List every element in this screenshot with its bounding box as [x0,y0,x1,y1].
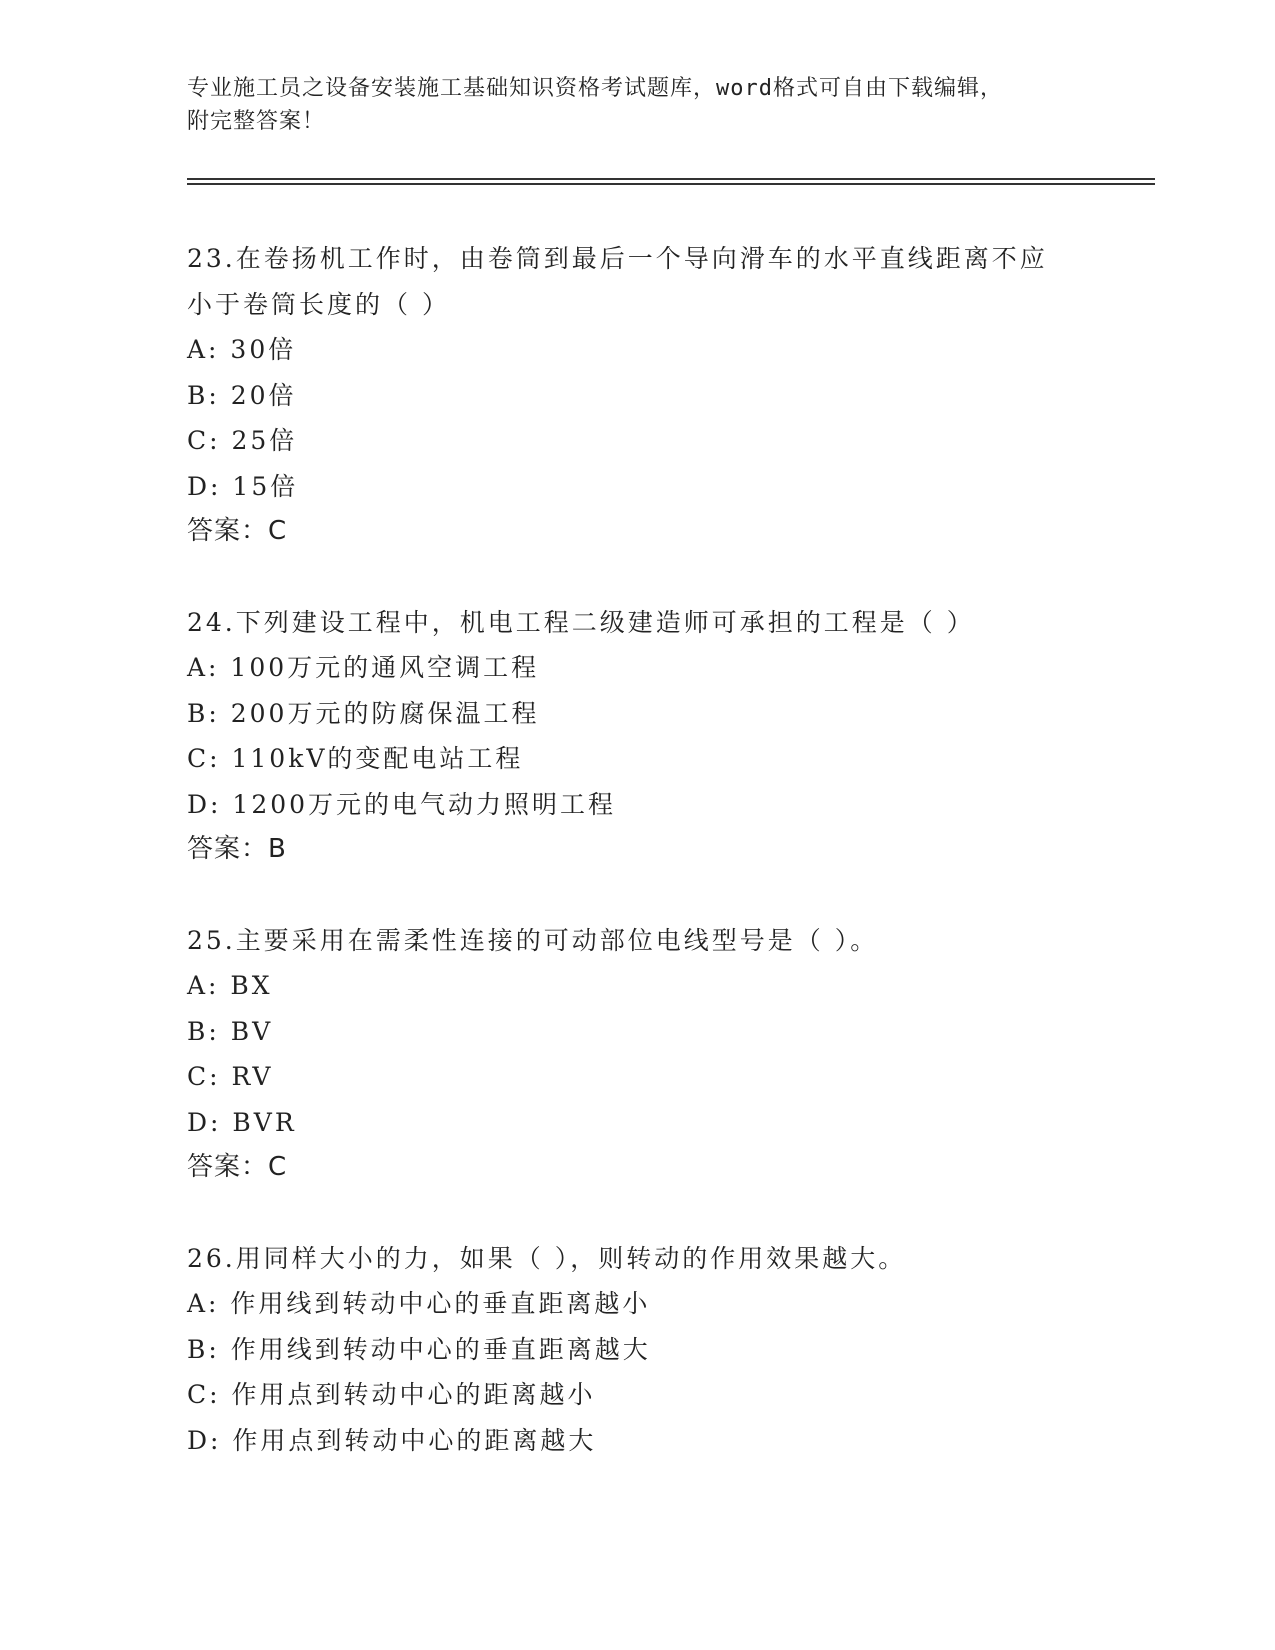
option-b: B: 200万元的防腐保温工程 [187,698,540,728]
question-25 [187,918,1087,1191]
question-text: 小于卷筒长度的（ ） [187,289,450,319]
question-text: 26.用同样大小的力，如果（ ），则转动的作用效果越大。 [187,1243,907,1273]
question-26 [187,1236,1087,1464]
question-23 [187,236,1087,555]
option-b: B: BV [187,1016,274,1046]
answer: 答案：B [187,834,287,864]
option-d: D: 15倍 [187,471,299,501]
option-d: D: BVR [187,1107,297,1137]
option-c: C: 作用点到转动中心的距离越小 [187,1380,596,1409]
option-c: C: RV [187,1062,274,1091]
option-b: B: 20倍 [187,380,297,410]
answer: 答案：C [187,516,288,546]
header-line-2: 附完整答案！ [187,109,326,134]
question-text: 23.在卷扬机工作时，由卷筒到最后一个导向滑车的水平直线距离不应 [187,244,1048,273]
option-a: A: 作用线到转动中心的垂直距离越小 [187,1289,651,1318]
option-d: D: 作用点到转动中心的距离越大 [187,1425,597,1455]
header-divider-bottom [187,183,1155,185]
header-divider-top [187,178,1155,180]
option-b: B: 作用线到转动中心的垂直距离越大 [187,1334,651,1364]
question-list [187,236,1087,1508]
header-line-1: 专业施工员之设备安装施工基础知识资格考试题库，word格式可自由下载编辑， [187,76,1003,101]
answer: 答案：C [187,1152,288,1182]
option-c: C: 25倍 [187,426,298,455]
question-text: 24.下列建设工程中，机电工程二级建造师可承担的工程是（ ） [187,607,975,637]
option-c: C: 110kV的变配电站工程 [187,744,524,773]
document-header [187,72,1087,138]
option-a: A: BX [187,971,273,1000]
option-d: D: 1200万元的电气动力照明工程 [187,789,617,819]
option-a: A: 100万元的通风空调工程 [187,653,540,682]
question-24 [187,600,1087,873]
option-a: A: 30倍 [187,335,297,364]
question-text: 25.主要采用在需柔性连接的可动部位电线型号是（ ）。 [187,925,879,955]
